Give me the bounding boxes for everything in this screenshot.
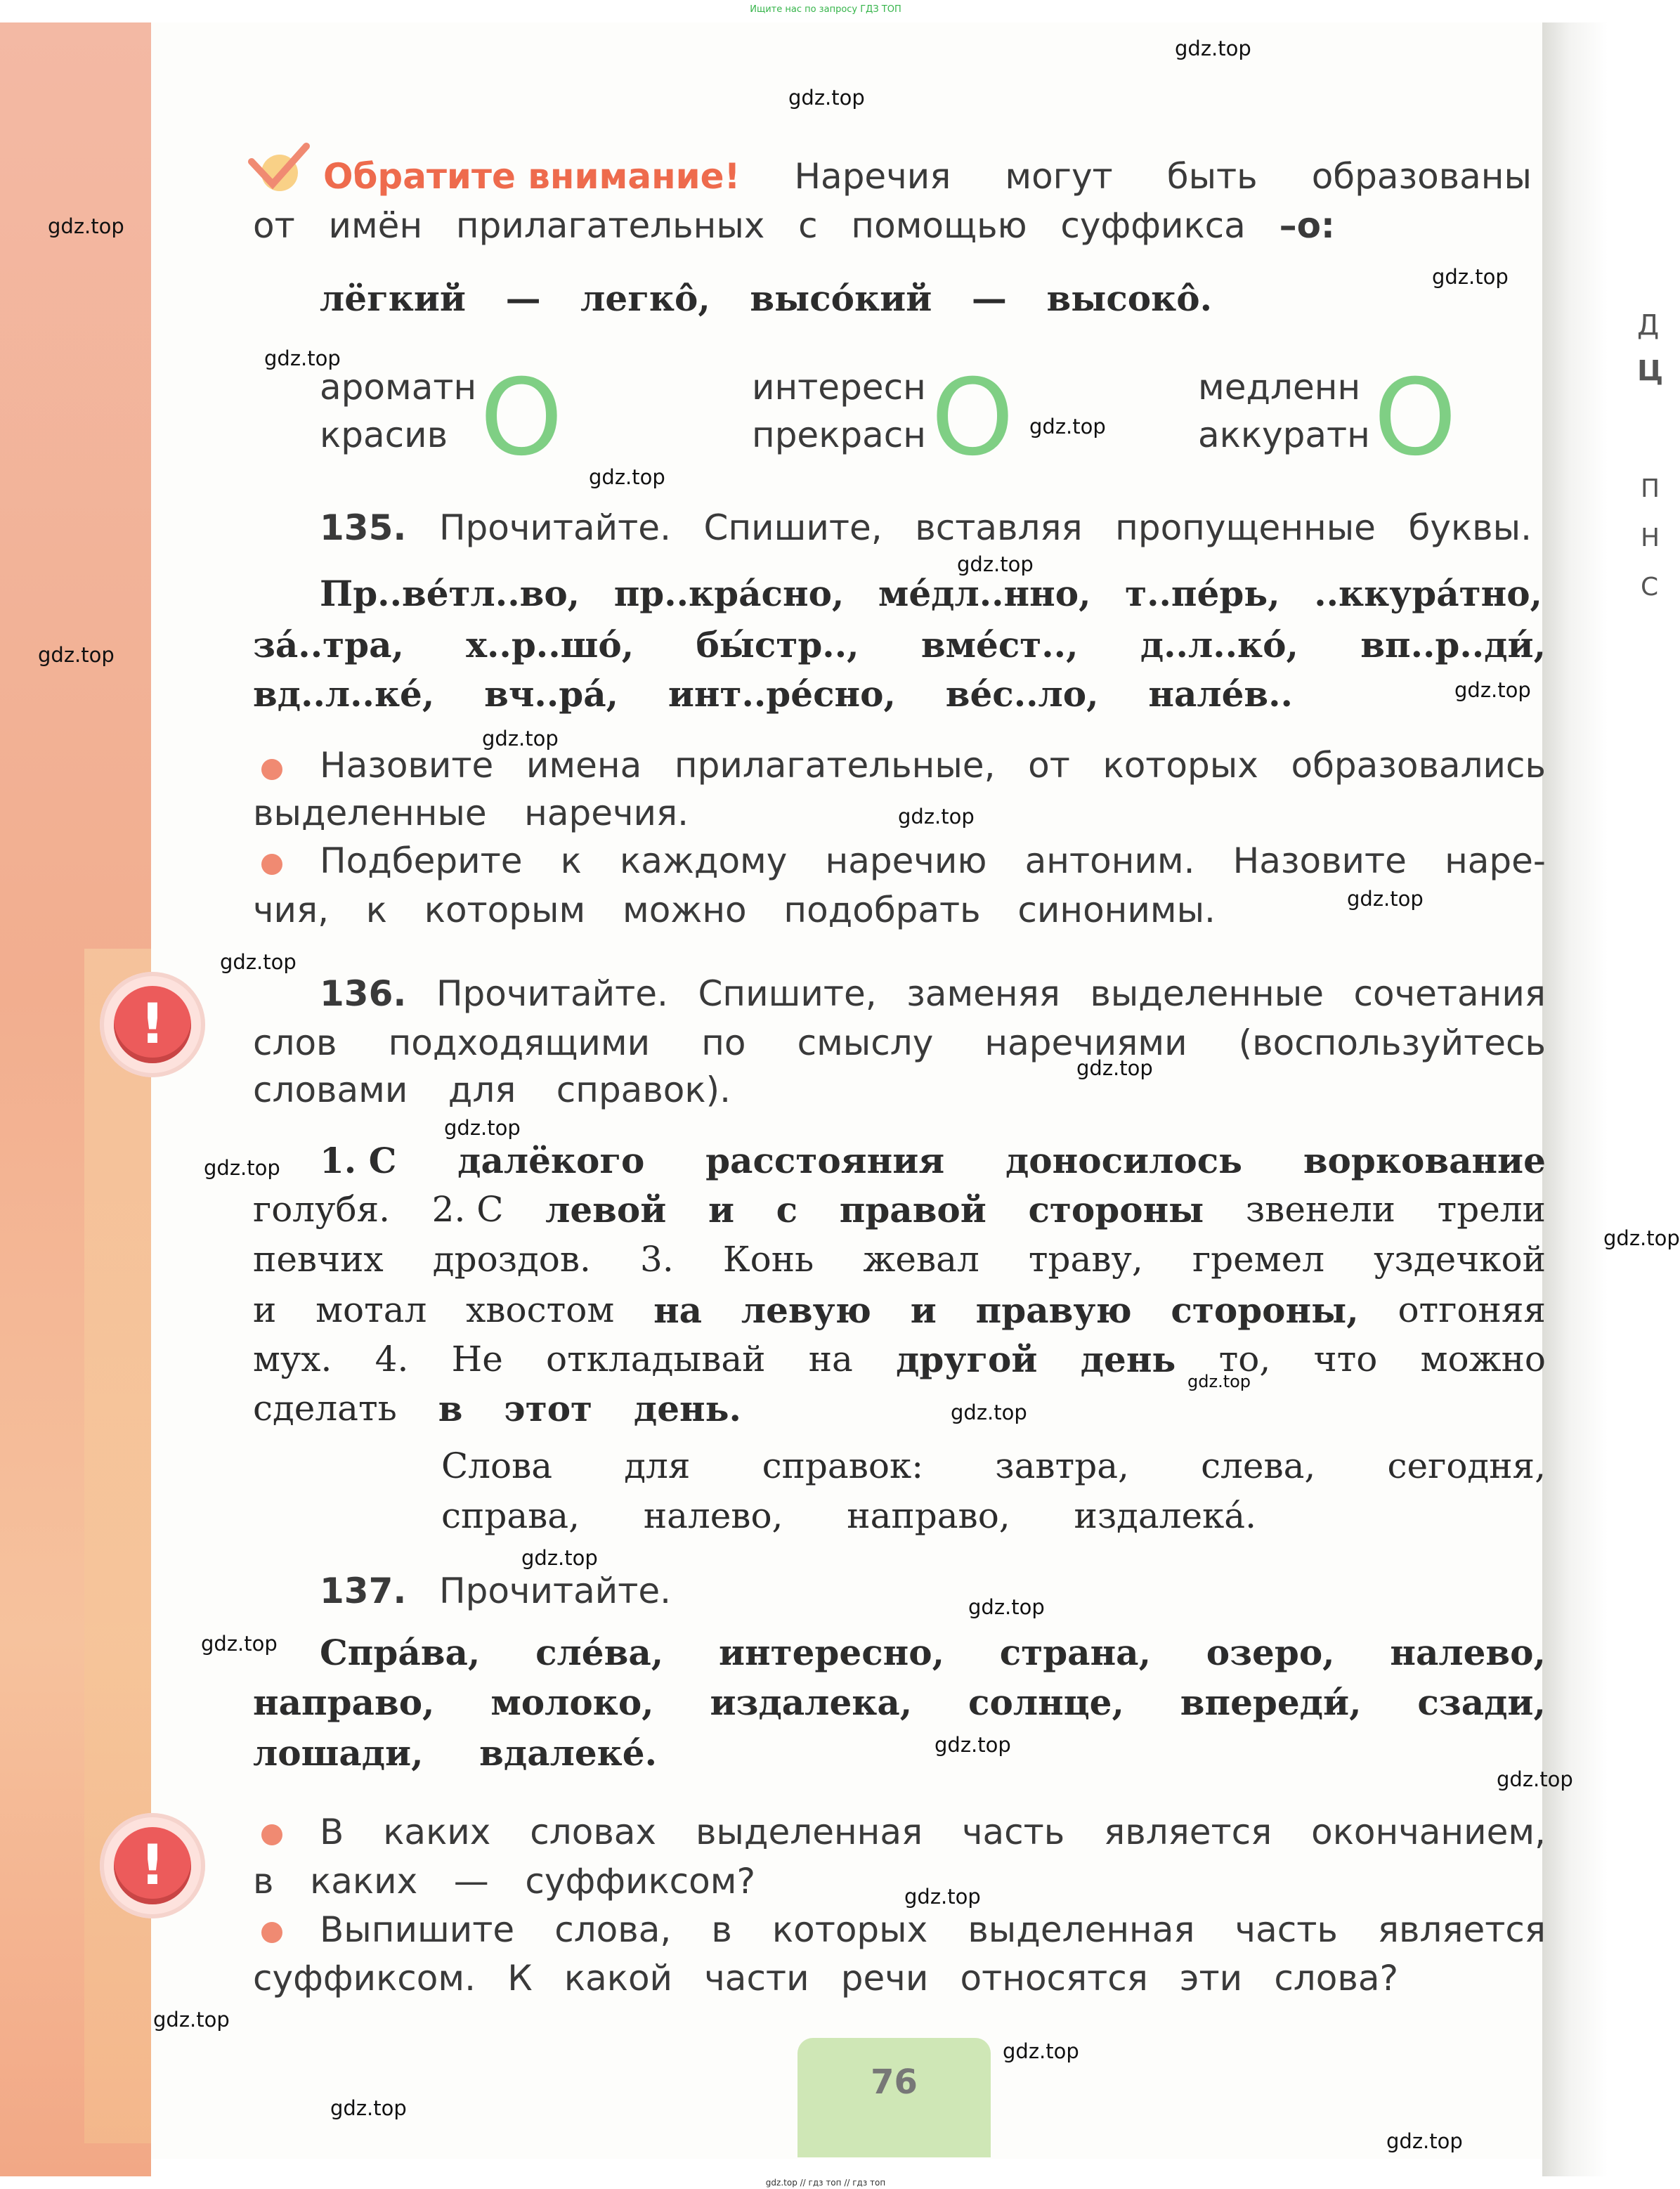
ex137-task xyxy=(320,1571,671,1611)
word: траву, xyxy=(1028,1239,1143,1280)
word: Прочитайте. xyxy=(438,507,671,548)
ex136-sentence-3 xyxy=(253,1239,1546,1280)
word: слова? xyxy=(1274,1958,1398,1999)
word: издалека́. xyxy=(1074,1495,1256,1536)
word: Назовите xyxy=(1232,840,1407,881)
note-example xyxy=(320,278,1212,319)
word: часть xyxy=(961,1812,1065,1852)
word: прилагательных xyxy=(455,205,765,246)
word: К xyxy=(507,1958,533,1999)
word: завтра, xyxy=(995,1446,1129,1486)
word: сделать xyxy=(253,1388,397,1429)
word: налево, xyxy=(1390,1632,1546,1673)
word: бы́стр.., xyxy=(696,624,859,665)
exercise-number: 137. xyxy=(320,1571,407,1611)
word: пропущенные xyxy=(1115,507,1376,548)
right-page-letter: Ц xyxy=(1637,355,1664,387)
word: дроздов. xyxy=(432,1239,591,1280)
watermark: gdz.top xyxy=(904,1885,981,1909)
word: и xyxy=(910,1290,937,1331)
word: в xyxy=(711,1909,732,1950)
word: высоко̂. xyxy=(1046,278,1212,319)
word: страна, xyxy=(999,1632,1151,1673)
word: быть xyxy=(1166,156,1258,197)
suffix: –о: xyxy=(1279,205,1335,246)
word: и xyxy=(253,1290,277,1330)
note-line-1 xyxy=(323,156,1532,197)
word: сле́ва, xyxy=(535,1632,664,1673)
watermark: gdz.top xyxy=(1175,37,1251,60)
ex137-words-3 xyxy=(253,1732,657,1774)
watermark: gdz.top xyxy=(957,552,1034,576)
word: каких xyxy=(383,1812,491,1852)
word: то, xyxy=(1218,1339,1271,1379)
bullet-icon xyxy=(261,1824,282,1845)
word: ве́с..ло, xyxy=(945,673,1099,715)
adj-bottom: аккуратн xyxy=(1198,415,1370,455)
watermark: gdz.top xyxy=(589,465,665,489)
word: заменяя xyxy=(906,973,1060,1014)
word: в xyxy=(253,1861,274,1902)
watermark: gdz.top xyxy=(444,1116,521,1140)
watermark: gdz.top xyxy=(951,1401,1027,1424)
word: от xyxy=(253,205,295,246)
ending-o: О xyxy=(1374,357,1457,479)
word: можно xyxy=(1420,1339,1546,1379)
word: выделенные xyxy=(1090,973,1324,1014)
word: речи xyxy=(840,1958,929,1999)
word: ме́дл..нно, xyxy=(878,573,1091,614)
watermark: gdz.top xyxy=(38,643,115,667)
word: налево, xyxy=(643,1495,783,1536)
ex137-bullet2-line2 xyxy=(253,1958,1398,1999)
ex136-sentence-2 xyxy=(253,1189,1546,1230)
top-note: Ищите нас по запросу ГДЗ ТОП xyxy=(750,4,901,15)
adj-bottom: красив xyxy=(320,415,448,455)
word: к xyxy=(365,890,387,930)
word: впереди́, xyxy=(1180,1682,1362,1723)
ending-o: О xyxy=(480,357,564,479)
word: Не xyxy=(451,1339,503,1379)
word: окончанием, xyxy=(1311,1812,1546,1852)
right-page-letter: С xyxy=(1641,573,1659,602)
word: синонимы. xyxy=(1017,890,1216,930)
word: эти xyxy=(1180,1958,1243,1999)
word: антоним. xyxy=(1024,840,1195,881)
word: какой xyxy=(564,1958,673,1999)
adj-top: ароматн xyxy=(320,367,477,408)
word: Прочитайте. xyxy=(436,973,668,1014)
watermark: gdz.top xyxy=(1432,265,1509,289)
word: Подберите xyxy=(320,840,523,881)
word: (воспользуйтесь xyxy=(1238,1022,1546,1063)
word: за́..тра, xyxy=(253,624,404,665)
word: гремел xyxy=(1192,1239,1324,1280)
ex136-sentence-4 xyxy=(253,1290,1546,1331)
word: издалека, xyxy=(710,1682,913,1723)
word: на xyxy=(808,1339,853,1379)
word: относятся xyxy=(960,1958,1148,1999)
word: другой xyxy=(896,1339,1038,1380)
word: суффиксом. xyxy=(253,1958,476,1999)
ex136-task-1 xyxy=(320,973,1546,1014)
watermark: gdz.top xyxy=(204,1156,280,1180)
watermark: gdz.top xyxy=(48,214,124,238)
word: выделенная xyxy=(695,1812,923,1852)
word: каких xyxy=(310,1861,418,1902)
ex137-bullet1-line1 xyxy=(320,1812,1546,1852)
word: является xyxy=(1104,1812,1272,1852)
watermark: gdz.top xyxy=(220,950,297,974)
word: интересно, xyxy=(718,1632,944,1673)
word: Прочитайте. xyxy=(438,1571,671,1611)
word: словами xyxy=(253,1070,408,1110)
word: откладывай xyxy=(546,1339,766,1379)
watermark: gdz.top xyxy=(153,2008,230,2032)
word: — xyxy=(505,278,541,319)
word: направо, xyxy=(253,1682,435,1723)
word: вме́ст.., xyxy=(920,624,1079,665)
watermark: gdz.top xyxy=(1603,1226,1680,1250)
word: буквы. xyxy=(1408,507,1532,548)
word: Спра́ва, xyxy=(320,1632,481,1673)
word: отгоняя xyxy=(1398,1290,1546,1330)
word: д..л..ко́, xyxy=(1140,624,1298,665)
word: Выпишите xyxy=(320,1909,515,1950)
bullet-icon xyxy=(261,854,282,875)
word: справа, xyxy=(441,1495,580,1536)
alert-icon: ! xyxy=(100,1813,205,1918)
watermark: gdz.top xyxy=(1497,1767,1573,1791)
adj-top: интересн xyxy=(752,367,926,408)
word: что xyxy=(1313,1339,1378,1379)
word: Наречия xyxy=(794,156,951,197)
word: день. xyxy=(633,1388,741,1429)
word: образованы xyxy=(1311,156,1532,197)
word: имён xyxy=(328,205,423,246)
note-title: Обратите внимание! xyxy=(323,156,741,197)
exercise-number: 135. xyxy=(320,507,407,548)
ex135-bullet2-line1 xyxy=(320,840,1546,881)
word: для xyxy=(624,1446,691,1486)
word: В xyxy=(320,1812,344,1852)
bottom-note: gdz.top // гдз топ // гдз топ xyxy=(765,2178,886,2188)
word: день xyxy=(1080,1339,1176,1380)
word: трели xyxy=(1437,1189,1546,1230)
word: хвостом xyxy=(466,1290,615,1330)
word: наречиями xyxy=(984,1022,1187,1063)
word: слева, xyxy=(1201,1446,1316,1486)
word: высо́кий xyxy=(750,278,932,319)
ex137-bullet2-line1 xyxy=(320,1909,1546,1950)
right-page-edge xyxy=(1542,22,1651,2176)
word: 4. xyxy=(375,1339,409,1379)
page-number: 76 xyxy=(871,2063,918,2102)
word: можно xyxy=(622,890,747,930)
word: образовались xyxy=(1291,745,1546,786)
word: с xyxy=(798,205,818,246)
ex135-words-2 xyxy=(253,624,1546,665)
word: чия, xyxy=(253,890,330,930)
note-line-2 xyxy=(253,205,1335,246)
word: наречию xyxy=(825,840,987,881)
watermark: gdz.top xyxy=(788,86,865,110)
left-decoration xyxy=(84,949,162,2143)
word: мотал xyxy=(315,1290,427,1330)
word: в xyxy=(438,1388,463,1429)
watermark: gdz.top xyxy=(898,805,975,829)
watermark: gdz.top xyxy=(1003,2039,1079,2063)
word: голубя. xyxy=(253,1189,391,1230)
word: выделенная xyxy=(968,1909,1195,1950)
word: справок: xyxy=(762,1446,924,1486)
word: суффиксом? xyxy=(525,1861,755,1902)
adj-bottom: прекрасн xyxy=(752,415,926,455)
adj-top: медленн xyxy=(1198,367,1361,408)
word: вч..ра́, xyxy=(484,673,619,715)
ex135-words-3 xyxy=(253,673,1293,715)
word: которых xyxy=(1102,745,1258,786)
word: ..ккура́тно, xyxy=(1314,573,1542,614)
word: мух. xyxy=(253,1339,332,1379)
ending-o: О xyxy=(931,357,1015,479)
word: сочетания xyxy=(1353,973,1546,1014)
word: 3. xyxy=(640,1239,674,1280)
word: часть xyxy=(1235,1909,1338,1950)
word: суффикса xyxy=(1060,205,1246,246)
right-page-letter: Н xyxy=(1641,524,1660,552)
ex136-sentence-6 xyxy=(253,1388,741,1429)
exercise-number: 136. xyxy=(320,973,407,1014)
word: т..пе́рь, xyxy=(1125,573,1280,614)
word: имена xyxy=(526,745,642,786)
alert-icon: ! xyxy=(100,972,205,1077)
word: звенели xyxy=(1245,1189,1395,1230)
word: вдалеке́. xyxy=(479,1732,657,1774)
word: далёкого xyxy=(457,1140,645,1181)
ex135-bullet2-line2 xyxy=(253,890,1216,930)
word: этот xyxy=(504,1388,593,1429)
watermark: gdz.top xyxy=(330,2096,407,2120)
ex135-task xyxy=(320,507,1532,548)
word: левой xyxy=(545,1189,667,1230)
word: доносилось xyxy=(1005,1140,1243,1181)
word: 2. С xyxy=(431,1189,504,1230)
ex136-task-2 xyxy=(253,1022,1546,1063)
word: слова, xyxy=(554,1909,672,1950)
ex137-words-1 xyxy=(320,1632,1546,1673)
ex136-task-3 xyxy=(253,1070,731,1110)
word: подобрать xyxy=(783,890,981,930)
word: — xyxy=(971,278,1007,319)
word: лошади, xyxy=(253,1732,424,1774)
watermark: gdz.top xyxy=(1347,887,1424,911)
word: вд..л..ке́, xyxy=(253,673,435,715)
word: певчих xyxy=(253,1239,384,1280)
word: является xyxy=(1377,1909,1546,1950)
word: помощью xyxy=(851,205,1027,246)
word: легко̂, xyxy=(580,278,710,319)
word: Назовите xyxy=(320,745,494,786)
ex135-words-1 xyxy=(320,573,1542,614)
word: для xyxy=(448,1070,516,1110)
word: по xyxy=(701,1022,746,1063)
word: жевал xyxy=(863,1239,979,1280)
ex135-bullet1-line2 xyxy=(253,793,689,833)
word: смыслу xyxy=(797,1022,934,1063)
word: Спишите, xyxy=(703,507,883,548)
word: могут xyxy=(1005,156,1113,197)
word: Слова xyxy=(441,1446,553,1486)
word: наре- xyxy=(1445,840,1546,881)
word: озеро, xyxy=(1206,1632,1335,1673)
word: стороны, xyxy=(1171,1290,1359,1331)
word: уздечкой xyxy=(1374,1239,1546,1280)
word: выделенные xyxy=(253,793,487,833)
word: с xyxy=(776,1189,798,1230)
word: Спишите, xyxy=(698,973,877,1014)
word: лёгкий xyxy=(320,278,466,319)
word: левую xyxy=(741,1290,871,1331)
word: пр..кра́сно, xyxy=(613,573,845,614)
watermark: gdz.top xyxy=(1386,2129,1463,2153)
word: наречия. xyxy=(524,793,689,833)
word: каждому xyxy=(620,840,788,881)
ex135-bullet1-line1 xyxy=(320,745,1546,786)
word: сегодня, xyxy=(1387,1446,1546,1486)
word: словах xyxy=(530,1812,657,1852)
bullet-icon xyxy=(261,1922,282,1943)
word: слов xyxy=(253,1022,337,1063)
word: правую xyxy=(975,1290,1132,1331)
bullet-icon xyxy=(261,759,282,780)
watermark: gdz.top xyxy=(264,346,341,370)
watermark: gdz.top xyxy=(1029,415,1106,439)
word: солнце, xyxy=(968,1682,1124,1723)
word: расстояния xyxy=(705,1140,945,1181)
ex136-reference-1 xyxy=(441,1446,1546,1486)
word: 1. С xyxy=(320,1140,397,1181)
right-page-letter: П xyxy=(1641,474,1660,503)
word: Пр..ве́тл..во, xyxy=(320,573,580,614)
watermark: gdz.top xyxy=(201,1632,278,1656)
word: воркование xyxy=(1303,1140,1546,1181)
word: нале́в.. xyxy=(1148,673,1293,715)
word: вставляя xyxy=(915,507,1083,548)
word: молоко, xyxy=(490,1682,654,1723)
word: направо, xyxy=(847,1495,1010,1536)
word: к xyxy=(560,840,582,881)
watermark: gdz.top xyxy=(1076,1056,1153,1080)
word: справок). xyxy=(556,1070,731,1110)
word: — xyxy=(453,1861,489,1902)
word: части xyxy=(704,1958,809,1999)
word: от xyxy=(1028,745,1070,786)
watermark: gdz.top xyxy=(935,1733,1011,1757)
checkmark-icon xyxy=(246,141,309,197)
word: подходящими xyxy=(388,1022,651,1063)
word: на xyxy=(653,1290,703,1331)
watermark: gdz.top xyxy=(482,727,559,751)
word: стороны xyxy=(1028,1189,1204,1230)
word: которых xyxy=(771,1909,928,1950)
word: и xyxy=(708,1189,735,1230)
ex136-sentence-5 xyxy=(253,1339,1546,1380)
word: сзади, xyxy=(1417,1682,1546,1723)
watermark: gdz.top xyxy=(1187,1372,1251,1391)
word: инт..ре́сно, xyxy=(668,673,896,715)
word: правой xyxy=(839,1189,986,1230)
ex136-reference-2 xyxy=(441,1495,1256,1536)
word: вп..р..ди́, xyxy=(1360,624,1546,665)
word: Конь xyxy=(722,1239,814,1280)
watermark: gdz.top xyxy=(521,1546,598,1570)
word: х..р..шо́, xyxy=(466,624,634,665)
word: прилагательные, xyxy=(674,745,996,786)
ex136-sentence-1 xyxy=(320,1140,1546,1181)
watermark: gdz.top xyxy=(968,1595,1045,1619)
ex137-bullet1-line2 xyxy=(253,1861,755,1902)
right-page-letter: Д xyxy=(1637,309,1660,342)
word: которым xyxy=(424,890,586,930)
watermark: gdz.top xyxy=(1454,678,1531,702)
ex137-words-2 xyxy=(253,1682,1546,1723)
